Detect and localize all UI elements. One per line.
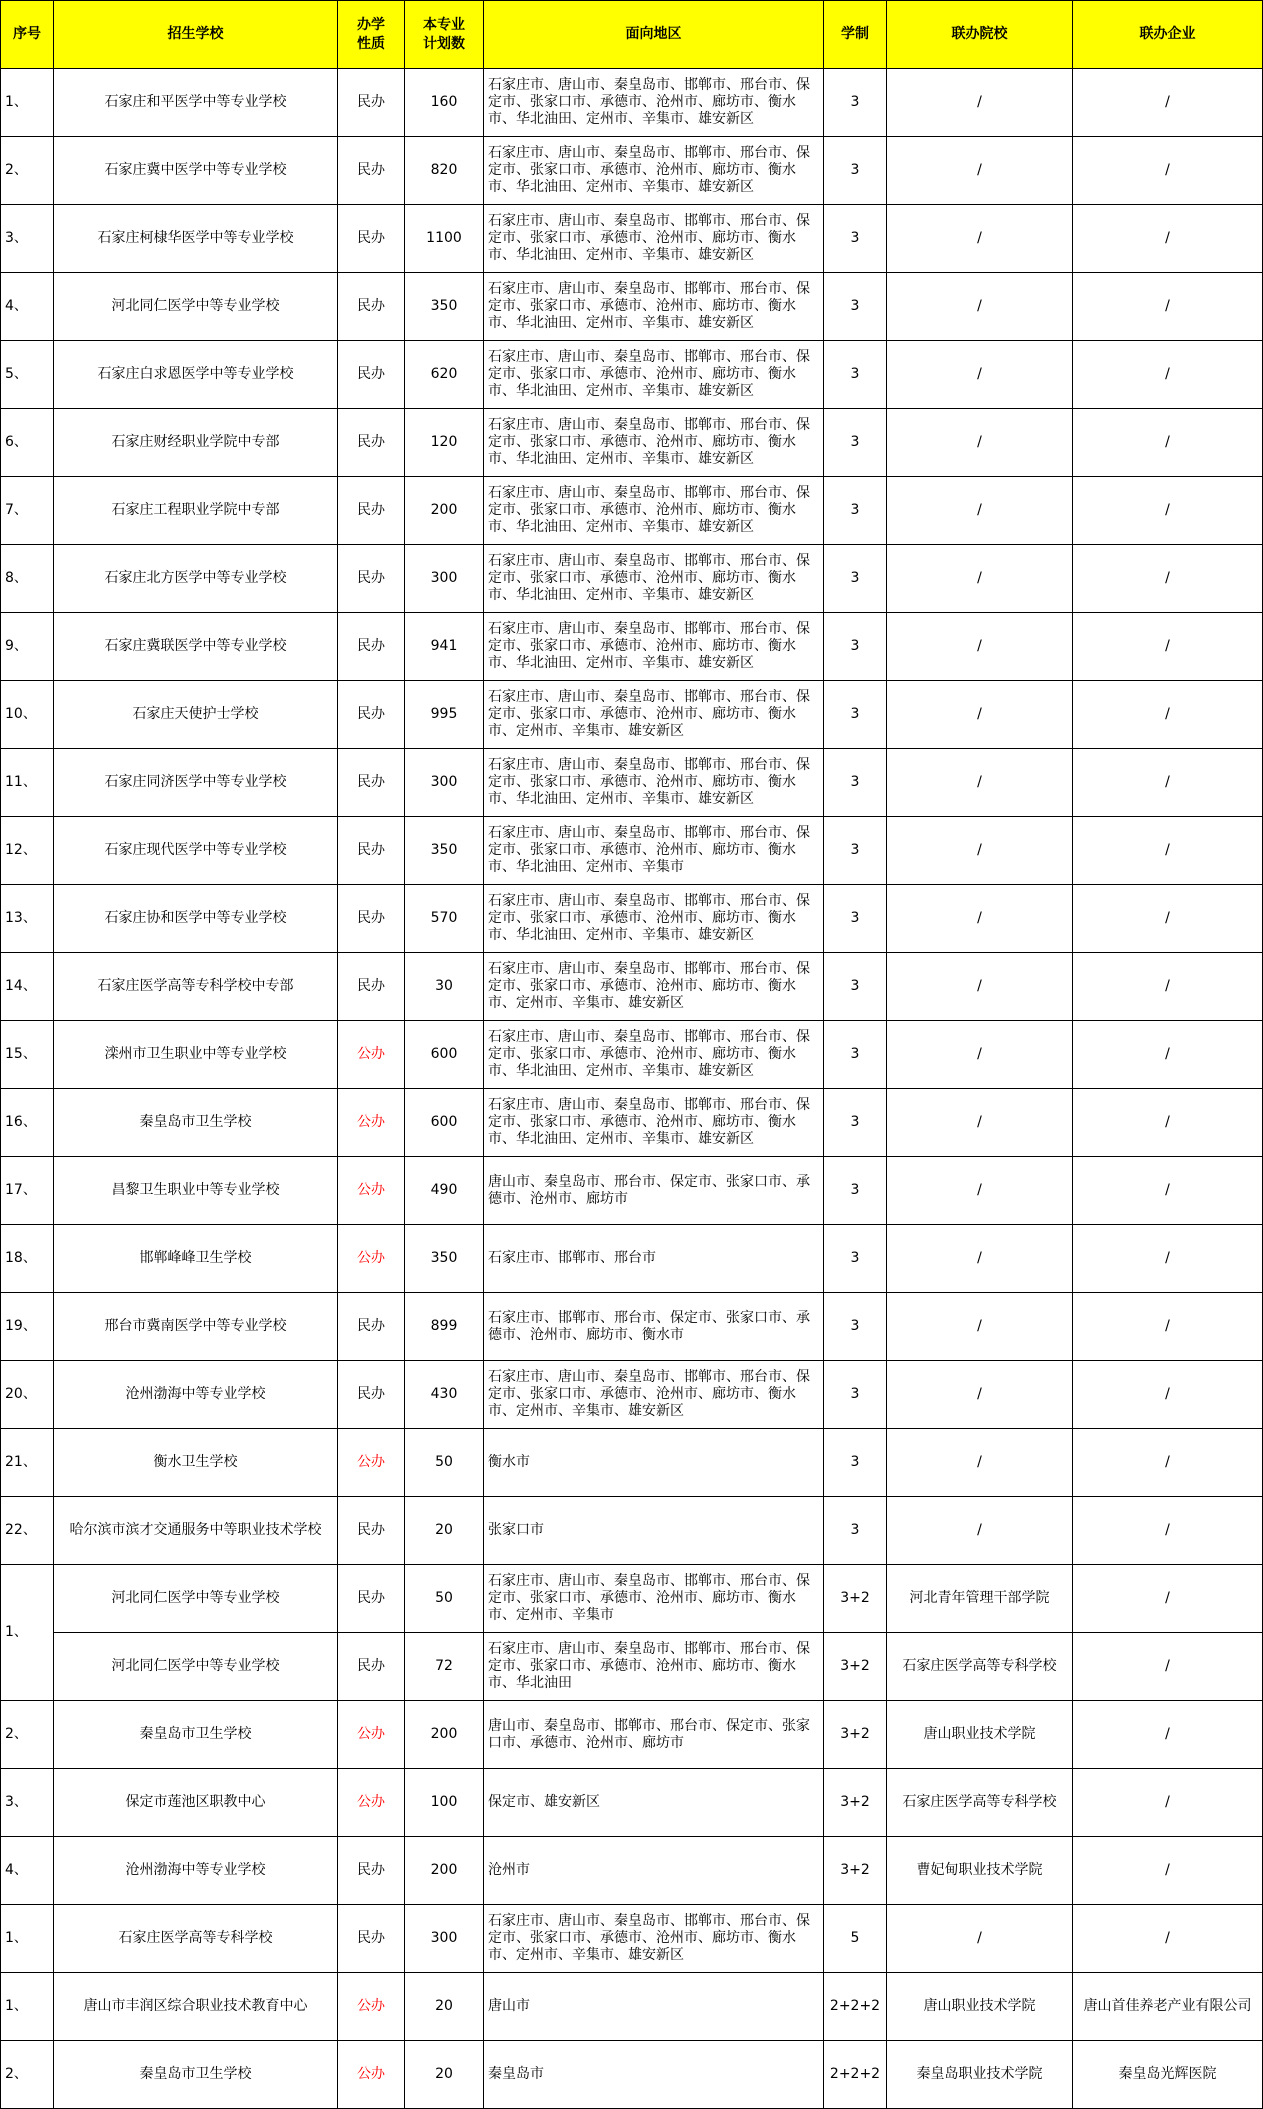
cell-nature: 公办 [338,2041,405,2109]
cell-seq: 16、 [1,1089,54,1157]
cell-region: 石家庄市、唐山市、秦皇岛市、邯郸市、邢台市、保定市、张家口市、承德市、沧州市、廊坊市、衡水市、华北油田、定州市、辛集市、雄安新区 [484,545,824,613]
table-row [1,681,1263,749]
cell-seq: 10、 [1,681,54,749]
cell-nature: 公办 [338,1089,405,1157]
cell-plan: 72 [405,1633,484,1701]
cell-duration: 3+2 [824,1837,887,1905]
cell-region: 石家庄市、唐山市、秦皇岛市、邯郸市、邢台市、保定市、张家口市、承德市、沧州市、廊坊市、衡水市、定州市、辛集市 [484,1565,824,1633]
cell-seq: 13、 [1,885,54,953]
cell-school: 滦州市卫生职业中等专业学校 [54,1021,338,1089]
table-row [1,205,1263,273]
cell-school: 石家庄财经职业学院中专部 [54,409,338,477]
cell-school: 石家庄医学高等专科学校 [54,1905,338,1973]
cell-nature: 公办 [338,1769,405,1837]
cell-plan: 120 [405,409,484,477]
table-row [1,1361,1263,1429]
cell-nature: 民办 [338,205,405,273]
cell-nature: 民办 [338,545,405,613]
cell-region: 石家庄市、唐山市、秦皇岛市、邯郸市、邢台市、保定市、张家口市、承德市、沧州市、廊坊市、衡水市、华北油田、定州市、辛集市、雄安新区 [484,137,824,205]
cell-partner-company: / [1073,1701,1263,1769]
cell-partner-company: / [1073,137,1263,205]
cell-partner-company: / [1073,1021,1263,1089]
cell-school: 石家庄协和医学中等专业学校 [54,885,338,953]
cell-duration: 3 [824,1497,887,1565]
cell-partner-company: 秦皇岛光辉医院 [1073,2041,1263,2109]
cell-duration: 3 [824,953,887,1021]
cell-duration: 2+2+2 [824,1973,887,2041]
cell-nature: 公办 [338,1157,405,1225]
cell-school: 石家庄柯棣华医学中等专业学校 [54,205,338,273]
cell-region: 沧州市 [484,1837,824,1905]
table-row [1,1905,1263,1973]
cell-partner-college: / [887,953,1073,1021]
cell-plan: 50 [405,1565,484,1633]
cell-partner-college: / [887,1021,1073,1089]
cell-seq: 4、 [1,273,54,341]
cell-seq: 7、 [1,477,54,545]
cell-partner-college: 石家庄医学高等专科学校 [887,1633,1073,1701]
cell-seq: 2、 [1,1701,54,1769]
cell-partner-company: / [1073,205,1263,273]
table-row [1,409,1263,477]
cell-partner-company: / [1073,1293,1263,1361]
cell-partner-company: / [1073,545,1263,613]
cell-duration: 3 [824,681,887,749]
cell-plan: 941 [405,613,484,681]
table-row [1,749,1263,817]
cell-partner-college: 石家庄医学高等专科学校 [887,1769,1073,1837]
cell-partner-college: 唐山职业技术学院 [887,1701,1073,1769]
cell-region: 石家庄市、唐山市、秦皇岛市、邯郸市、邢台市、保定市、张家口市、承德市、沧州市、廊坊市、衡水市、定州市、辛集市、雄安新区 [484,681,824,749]
cell-nature: 民办 [338,1293,405,1361]
cell-plan: 30 [405,953,484,1021]
cell-partner-company: / [1073,409,1263,477]
cell-duration: 3 [824,817,887,885]
cell-duration: 3 [824,273,887,341]
cell-school: 衡水卫生学校 [54,1429,338,1497]
cell-duration: 3 [824,205,887,273]
cell-partner-college: / [887,613,1073,681]
cell-region: 保定市、雄安新区 [484,1769,824,1837]
table-row [1,953,1263,1021]
table-row [1,137,1263,205]
cell-nature: 民办 [338,817,405,885]
cell-seq: 20、 [1,1361,54,1429]
cell-seq: 1、 [1,69,54,137]
cell-school: 秦皇岛市卫生学校 [54,1701,338,1769]
table-row [1,477,1263,545]
cell-partner-company: / [1073,1837,1263,1905]
cell-region: 石家庄市、唐山市、秦皇岛市、邯郸市、邢台市、保定市、张家口市、承德市、沧州市、廊坊市、衡水市、华北油田、定州市、辛集市、雄安新区 [484,69,824,137]
cell-school: 石家庄冀中医学中等专业学校 [54,137,338,205]
cell-seq: 3、 [1,1769,54,1837]
cell-region: 石家庄市、唐山市、秦皇岛市、邯郸市、邢台市、保定市、张家口市、承德市、沧州市、廊坊市、衡水市、华北油田、定州市、辛集市、雄安新区 [484,205,824,273]
cell-duration: 3 [824,749,887,817]
cell-seq: 9、 [1,613,54,681]
cell-nature: 民办 [338,885,405,953]
cell-partner-college: / [887,681,1073,749]
cell-duration: 3+2 [824,1633,887,1701]
cell-partner-college: / [887,1429,1073,1497]
cell-region: 石家庄市、唐山市、秦皇岛市、邯郸市、邢台市、保定市、张家口市、承德市、沧州市、廊坊市、衡水市、定州市、辛集市、雄安新区 [484,953,824,1021]
cell-seq: 17、 [1,1157,54,1225]
cell-plan: 1100 [405,205,484,273]
table-row [1,817,1263,885]
cell-plan: 600 [405,1021,484,1089]
cell-school: 河北同仁医学中等专业学校 [54,1565,338,1633]
cell-partner-college: / [887,409,1073,477]
cell-region: 石家庄市、唐山市、秦皇岛市、邯郸市、邢台市、保定市、张家口市、承德市、沧州市、廊坊市、衡水市、华北油田、定州市、辛集市、雄安新区 [484,1021,824,1089]
cell-partner-college: 唐山职业技术学院 [887,1973,1073,2041]
cell-school: 河北同仁医学中等专业学校 [54,1633,338,1701]
cell-plan: 300 [405,545,484,613]
cell-nature: 民办 [338,749,405,817]
cell-duration: 3 [824,1429,887,1497]
cell-duration: 3+2 [824,1701,887,1769]
cell-region: 唐山市、秦皇岛市、邯郸市、邢台市、保定市、张家口市、承德市、沧州市、廊坊市 [484,1701,824,1769]
cell-plan: 600 [405,1089,484,1157]
header-region: 面向地区 [484,1,824,69]
header-duration: 学制 [824,1,887,69]
cell-partner-company: 唐山首佳养老产业有限公司 [1073,1973,1263,2041]
cell-duration: 3 [824,137,887,205]
cell-seq: 8、 [1,545,54,613]
header-plan: 本专业 计划数 [405,1,484,69]
cell-plan: 620 [405,341,484,409]
cell-school: 石家庄天使护士学校 [54,681,338,749]
cell-nature: 民办 [338,1565,405,1633]
cell-school: 河北同仁医学中等专业学校 [54,273,338,341]
table-row [1,341,1263,409]
cell-school: 沧州渤海中等专业学校 [54,1837,338,1905]
cell-school: 石家庄工程职业学院中专部 [54,477,338,545]
cell-partner-college: / [887,1293,1073,1361]
cell-school: 唐山市丰润区综合职业技术教育中心 [54,1973,338,2041]
cell-region: 石家庄市、唐山市、秦皇岛市、邯郸市、邢台市、保定市、张家口市、承德市、沧州市、廊坊市、衡水市、华北油田、定州市、辛集市 [484,817,824,885]
cell-partner-college: / [887,817,1073,885]
cell-nature: 民办 [338,477,405,545]
cell-partner-company: / [1073,885,1263,953]
cell-plan: 350 [405,273,484,341]
cell-partner-company: / [1073,1905,1263,1973]
cell-region: 石家庄市、唐山市、秦皇岛市、邯郸市、邢台市、保定市、张家口市、承德市、沧州市、廊坊市、衡水市、华北油田、定州市、辛集市、雄安新区 [484,341,824,409]
cell-seq: 21、 [1,1429,54,1497]
cell-seq: 1、 [1,1565,54,1701]
cell-region: 唐山市 [484,1973,824,2041]
cell-plan: 570 [405,885,484,953]
cell-plan: 200 [405,1837,484,1905]
cell-school: 邯郸峰峰卫生学校 [54,1225,338,1293]
header-partner-company: 联办企业 [1073,1,1263,69]
cell-nature: 民办 [338,69,405,137]
cell-nature: 公办 [338,1973,405,2041]
cell-partner-college: / [887,1157,1073,1225]
cell-partner-company: / [1073,273,1263,341]
table-row [1,1769,1263,1837]
cell-partner-company: / [1073,681,1263,749]
table-row [1,1429,1263,1497]
cell-partner-company: / [1073,1429,1263,1497]
cell-duration: 3 [824,1225,887,1293]
cell-school: 石家庄白求恩医学中等专业学校 [54,341,338,409]
cell-duration: 2+2+2 [824,2041,887,2109]
cell-partner-college: / [887,137,1073,205]
table-row [1,1973,1263,2041]
cell-partner-college: / [887,477,1073,545]
cell-plan: 100 [405,1769,484,1837]
cell-school: 石家庄和平医学中等专业学校 [54,69,338,137]
cell-school: 石家庄现代医学中等专业学校 [54,817,338,885]
cell-partner-company: / [1073,817,1263,885]
cell-seq: 19、 [1,1293,54,1361]
cell-school: 石家庄医学高等专科学校中专部 [54,953,338,1021]
cell-plan: 820 [405,137,484,205]
cell-seq: 14、 [1,953,54,1021]
cell-nature: 公办 [338,1021,405,1089]
cell-seq: 2、 [1,2041,54,2109]
cell-seq: 11、 [1,749,54,817]
cell-school: 秦皇岛市卫生学校 [54,1089,338,1157]
cell-nature: 民办 [338,953,405,1021]
cell-partner-college: / [887,545,1073,613]
cell-seq: 4、 [1,1837,54,1905]
cell-seq: 3、 [1,205,54,273]
cell-nature: 民办 [338,137,405,205]
cell-seq: 22、 [1,1497,54,1565]
cell-partner-company: / [1073,953,1263,1021]
cell-plan: 430 [405,1361,484,1429]
cell-region: 石家庄市、唐山市、秦皇岛市、邯郸市、邢台市、保定市、张家口市、承德市、沧州市、廊坊市、衡水市、华北油田、定州市、辛集市、雄安新区 [484,613,824,681]
cell-plan: 200 [405,1701,484,1769]
cell-partner-college: 曹妃甸职业技术学院 [887,1837,1073,1905]
table-row [1,69,1263,137]
cell-nature: 民办 [338,409,405,477]
cell-seq: 1、 [1,1973,54,2041]
cell-duration: 3 [824,341,887,409]
table-row [1,1225,1263,1293]
table-row [1,1633,1263,1701]
cell-school: 石家庄冀联医学中等专业学校 [54,613,338,681]
cell-region: 石家庄市、唐山市、秦皇岛市、邯郸市、邢台市、保定市、张家口市、承德市、沧州市、廊坊市、衡水市、定州市、辛集市、雄安新区 [484,1361,824,1429]
cell-partner-company: / [1073,1089,1263,1157]
cell-region: 石家庄市、唐山市、秦皇岛市、邯郸市、邢台市、保定市、张家口市、承德市、沧州市、廊坊市、衡水市、华北油田、定州市、辛集市、雄安新区 [484,477,824,545]
cell-nature: 公办 [338,1225,405,1293]
table-row [1,1089,1263,1157]
cell-partner-college: / [887,205,1073,273]
table-row [1,1157,1263,1225]
cell-partner-company: / [1073,1769,1263,1837]
cell-partner-company: / [1073,69,1263,137]
cell-seq: 15、 [1,1021,54,1089]
cell-duration: 3 [824,69,887,137]
cell-plan: 50 [405,1429,484,1497]
cell-seq: 5、 [1,341,54,409]
cell-duration: 5 [824,1905,887,1973]
cell-duration: 3 [824,409,887,477]
cell-duration: 3 [824,885,887,953]
table-row [1,545,1263,613]
header-seq: 序号 [1,1,54,69]
cell-nature: 民办 [338,1633,405,1701]
cell-partner-company: / [1073,1565,1263,1633]
cell-partner-company: / [1073,613,1263,681]
cell-region: 石家庄市、唐山市、秦皇岛市、邯郸市、邢台市、保定市、张家口市、承德市、沧州市、廊坊市、衡水市、华北油田、定州市、辛集市、雄安新区 [484,885,824,953]
cell-nature: 民办 [338,1497,405,1565]
cell-region: 石家庄市、唐山市、秦皇岛市、邯郸市、邢台市、保定市、张家口市、承德市、沧州市、廊坊市、衡水市、华北油田、定州市、辛集市、雄安新区 [484,1089,824,1157]
cell-plan: 20 [405,2041,484,2109]
cell-partner-company: / [1073,1361,1263,1429]
cell-region: 秦皇岛市 [484,2041,824,2109]
cell-partner-college: / [887,885,1073,953]
cell-school: 保定市莲池区职教中心 [54,1769,338,1837]
cell-plan: 899 [405,1293,484,1361]
cell-region: 唐山市、秦皇岛市、邢台市、保定市、张家口市、承德市、沧州市、廊坊市 [484,1157,824,1225]
cell-duration: 3 [824,477,887,545]
cell-region: 石家庄市、邯郸市、邢台市、保定市、张家口市、承德市、沧州市、廊坊市、衡水市 [484,1293,824,1361]
table-row [1,885,1263,953]
cell-nature: 民办 [338,1361,405,1429]
cell-partner-company: / [1073,341,1263,409]
cell-school: 秦皇岛市卫生学校 [54,2041,338,2109]
cell-plan: 200 [405,477,484,545]
table-row [1,1021,1263,1089]
cell-partner-college: / [887,749,1073,817]
cell-duration: 3 [824,1089,887,1157]
cell-partner-company: / [1073,1497,1263,1565]
cell-partner-college: / [887,273,1073,341]
table-body [1,69,1263,2109]
cell-seq: 12、 [1,817,54,885]
table-row [1,1837,1263,1905]
cell-region: 张家口市 [484,1497,824,1565]
cell-partner-college: / [887,69,1073,137]
cell-nature: 民办 [338,273,405,341]
cell-seq: 1、 [1,1905,54,1973]
cell-school: 石家庄北方医学中等专业学校 [54,545,338,613]
cell-school: 邢台市冀南医学中等专业学校 [54,1293,338,1361]
cell-nature: 民办 [338,613,405,681]
cell-plan: 300 [405,1905,484,1973]
cell-partner-college: / [887,1905,1073,1973]
header-partner-college: 联办院校 [887,1,1073,69]
cell-region: 石家庄市、邯郸市、邢台市 [484,1225,824,1293]
cell-partner-college: 河北青年管理干部学院 [887,1565,1073,1633]
cell-plan: 20 [405,1973,484,2041]
cell-plan: 490 [405,1157,484,1225]
cell-nature: 公办 [338,1429,405,1497]
cell-region: 衡水市 [484,1429,824,1497]
cell-plan: 20 [405,1497,484,1565]
cell-partner-company: / [1073,1225,1263,1293]
cell-school: 石家庄同济医学中等专业学校 [54,749,338,817]
cell-duration: 3+2 [824,1769,887,1837]
table-row [1,1701,1263,1769]
header-school: 招生学校 [54,1,338,69]
cell-plan: 300 [405,749,484,817]
cell-school: 哈尔滨市滨才交通服务中等职业技术学校 [54,1497,338,1565]
cell-region: 石家庄市、唐山市、秦皇岛市、邯郸市、邢台市、保定市、张家口市、承德市、沧州市、廊坊市、衡水市、华北油田 [484,1633,824,1701]
cell-duration: 3 [824,1361,887,1429]
cell-region: 石家庄市、唐山市、秦皇岛市、邯郸市、邢台市、保定市、张家口市、承德市、沧州市、廊坊市、衡水市、华北油田、定州市、辛集市、雄安新区 [484,409,824,477]
table-row [1,2041,1263,2109]
cell-partner-college: / [887,1361,1073,1429]
cell-partner-company: / [1073,1157,1263,1225]
table-row [1,1565,1263,1633]
cell-duration: 3 [824,613,887,681]
cell-school: 沧州渤海中等专业学校 [54,1361,338,1429]
cell-duration: 3 [824,545,887,613]
table-row [1,273,1263,341]
cell-partner-company: / [1073,477,1263,545]
cell-nature: 公办 [338,1701,405,1769]
cell-nature: 民办 [338,681,405,749]
cell-partner-college: / [887,341,1073,409]
cell-partner-college: / [887,1089,1073,1157]
cell-region: 石家庄市、唐山市、秦皇岛市、邯郸市、邢台市、保定市、张家口市、承德市、沧州市、廊坊市、衡水市、定州市、辛集市、雄安新区 [484,1905,824,1973]
table-row [1,613,1263,681]
cell-partner-company: / [1073,749,1263,817]
cell-region: 石家庄市、唐山市、秦皇岛市、邯郸市、邢台市、保定市、张家口市、承德市、沧州市、廊坊市、衡水市、华北油田、定州市、辛集市、雄安新区 [484,273,824,341]
cell-seq: 2、 [1,137,54,205]
cell-region: 石家庄市、唐山市、秦皇岛市、邯郸市、邢台市、保定市、张家口市、承德市、沧州市、廊坊市、衡水市、华北油田、定州市、辛集市、雄安新区 [484,749,824,817]
cell-nature: 民办 [338,341,405,409]
cell-duration: 3+2 [824,1565,887,1633]
cell-partner-college: 秦皇岛职业技术学院 [887,2041,1073,2109]
cell-partner-college: / [887,1225,1073,1293]
header-nature: 办学 性质 [338,1,405,69]
cell-nature: 民办 [338,1837,405,1905]
cell-plan: 350 [405,1225,484,1293]
cell-duration: 3 [824,1021,887,1089]
header-row [1,1,1263,69]
table-row [1,1497,1263,1565]
cell-plan: 350 [405,817,484,885]
cell-duration: 3 [824,1293,887,1361]
cell-nature: 民办 [338,1905,405,1973]
cell-duration: 3 [824,1157,887,1225]
table-row [1,1293,1263,1361]
cell-school: 昌黎卫生职业中等专业学校 [54,1157,338,1225]
cell-plan: 160 [405,69,484,137]
cell-plan: 995 [405,681,484,749]
cell-partner-college: / [887,1497,1073,1565]
cell-seq: 18、 [1,1225,54,1293]
cell-partner-company: / [1073,1633,1263,1701]
cell-seq: 6、 [1,409,54,477]
